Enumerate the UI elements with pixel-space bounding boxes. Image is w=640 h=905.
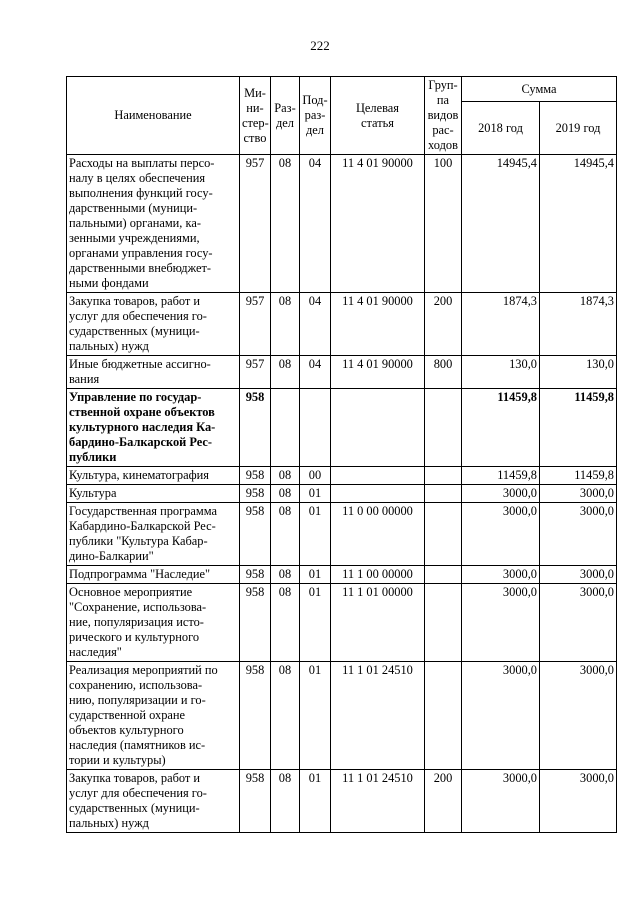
cell-2018: 11459,8 [462, 467, 540, 485]
cell-ministry: 958 [240, 389, 271, 467]
cell-target [331, 485, 425, 503]
cell-name: Иные бюджетные ассигно- вания [67, 356, 240, 389]
cell-ministry: 958 [240, 485, 271, 503]
cell-name: Закупка товаров, работ и услуг для обеспечения го- сударственных (муници- пальных) нужд [67, 770, 240, 833]
table-row [67, 584, 617, 662]
table-body [67, 155, 617, 833]
cell-subsection [300, 389, 331, 467]
cell-target [331, 389, 425, 467]
header-ministry: Ми- ни- стер- ство [240, 77, 271, 155]
cell-target: 11 4 01 90000 [331, 293, 425, 356]
header-row [67, 77, 617, 102]
header-subsection: Под- раз- дел [300, 77, 331, 155]
cell-subsection: 04 [300, 356, 331, 389]
cell-2019: 11459,8 [540, 467, 617, 485]
cell-group [425, 485, 462, 503]
cell-name: Подпрограмма "Наследие" [67, 566, 240, 584]
cell-2018: 3000,0 [462, 566, 540, 584]
cell-name: Управление по государ- ственной охране объектов культурного наследия Ка- бардино-Балкарской Рес- публики [67, 389, 240, 467]
cell-name: Расходы на выплаты персо- налу в целях обеспечения выполнения функций госу- дарственными (муници- пальными) органами, ка- зенными учреждениями, органами управления госу- дарственными внебюджет- ными фондами [67, 155, 240, 293]
cell-section: 08 [271, 356, 300, 389]
cell-ministry: 958 [240, 467, 271, 485]
header-2019: 2019 год [540, 102, 617, 155]
table-row [67, 770, 617, 833]
cell-name: Государственная программа Кабардино-Балкарской Рес- публики "Культура Кабар- дино-Балкарии" [67, 503, 240, 566]
cell-name: Культура, кинематография [67, 467, 240, 485]
table-row [67, 293, 617, 356]
cell-section: 08 [271, 566, 300, 584]
cell-section: 08 [271, 155, 300, 293]
header-2018: 2018 год [462, 102, 540, 155]
header-name: Наименование [67, 77, 240, 155]
cell-ministry: 957 [240, 356, 271, 389]
cell-ministry: 957 [240, 155, 271, 293]
cell-section: 08 [271, 293, 300, 356]
cell-2018: 3000,0 [462, 584, 540, 662]
header-sum: Сумма [462, 77, 617, 102]
cell-2019: 130,0 [540, 356, 617, 389]
cell-section: 08 [271, 770, 300, 833]
cell-ministry: 958 [240, 770, 271, 833]
cell-section: 08 [271, 503, 300, 566]
cell-subsection: 01 [300, 503, 331, 566]
cell-subsection: 00 [300, 467, 331, 485]
cell-name: Культура [67, 485, 240, 503]
cell-2018: 130,0 [462, 356, 540, 389]
cell-2018: 1874,3 [462, 293, 540, 356]
cell-2019: 11459,8 [540, 389, 617, 467]
cell-2019: 3000,0 [540, 662, 617, 770]
cell-target: 11 1 01 24510 [331, 770, 425, 833]
cell-subsection: 01 [300, 770, 331, 833]
cell-group [425, 584, 462, 662]
cell-target: 11 4 01 90000 [331, 155, 425, 293]
cell-name: Основное мероприятие "Сохранение, использова- ние, популяризация исто- рического и культурного наследия" [67, 584, 240, 662]
cell-subsection: 04 [300, 155, 331, 293]
cell-2019: 3000,0 [540, 485, 617, 503]
cell-2018: 14945,4 [462, 155, 540, 293]
cell-name: Закупка товаров, работ и услуг для обеспечения го- сударственных (муници- пальных) нужд [67, 293, 240, 356]
cell-target: 11 4 01 90000 [331, 356, 425, 389]
table-row [67, 155, 617, 293]
cell-ministry: 958 [240, 566, 271, 584]
header-group: Груп- па видов рас- ходов [425, 77, 462, 155]
cell-group [425, 389, 462, 467]
cell-ministry: 957 [240, 293, 271, 356]
cell-group: 100 [425, 155, 462, 293]
cell-2019: 1874,3 [540, 293, 617, 356]
cell-group: 800 [425, 356, 462, 389]
cell-ministry: 958 [240, 503, 271, 566]
cell-2018: 3000,0 [462, 662, 540, 770]
cell-2019: 14945,4 [540, 155, 617, 293]
cell-target: 11 1 00 00000 [331, 566, 425, 584]
cell-group: 200 [425, 293, 462, 356]
cell-group [425, 662, 462, 770]
cell-target [331, 467, 425, 485]
cell-group [425, 503, 462, 566]
cell-section: 08 [271, 662, 300, 770]
cell-target: 11 1 01 24510 [331, 662, 425, 770]
cell-2019: 3000,0 [540, 566, 617, 584]
cell-group: 200 [425, 770, 462, 833]
table-row [67, 662, 617, 770]
header-target: Целевая статья [331, 77, 425, 155]
cell-2019: 3000,0 [540, 770, 617, 833]
cell-2018: 3000,0 [462, 503, 540, 566]
cell-section: 08 [271, 485, 300, 503]
header-section: Раз- дел [271, 77, 300, 155]
table-row [67, 356, 617, 389]
table-row [67, 566, 617, 584]
table-row [67, 467, 617, 485]
cell-section [271, 389, 300, 467]
cell-target: 11 0 00 00000 [331, 503, 425, 566]
cell-subsection: 01 [300, 662, 331, 770]
cell-ministry: 958 [240, 584, 271, 662]
cell-group [425, 566, 462, 584]
cell-2018: 3000,0 [462, 770, 540, 833]
cell-subsection: 01 [300, 485, 331, 503]
budget-table [66, 76, 617, 833]
cell-ministry: 958 [240, 662, 271, 770]
cell-subsection: 01 [300, 584, 331, 662]
cell-section: 08 [271, 467, 300, 485]
cell-2018: 3000,0 [462, 485, 540, 503]
cell-group [425, 467, 462, 485]
cell-target: 11 1 01 00000 [331, 584, 425, 662]
cell-2018: 11459,8 [462, 389, 540, 467]
cell-2019: 3000,0 [540, 503, 617, 566]
cell-name: Реализация мероприятий по сохранению, использова- нию, популяризации и го- сударственной охране объектов культурного наследия (памятников ис- тории и культуры) [67, 662, 240, 770]
table-row [67, 503, 617, 566]
cell-subsection: 01 [300, 566, 331, 584]
table-row [67, 389, 617, 467]
page-number: 222 [310, 38, 330, 53]
cell-subsection: 04 [300, 293, 331, 356]
cell-section: 08 [271, 584, 300, 662]
cell-2019: 3000,0 [540, 584, 617, 662]
table-row [67, 485, 617, 503]
